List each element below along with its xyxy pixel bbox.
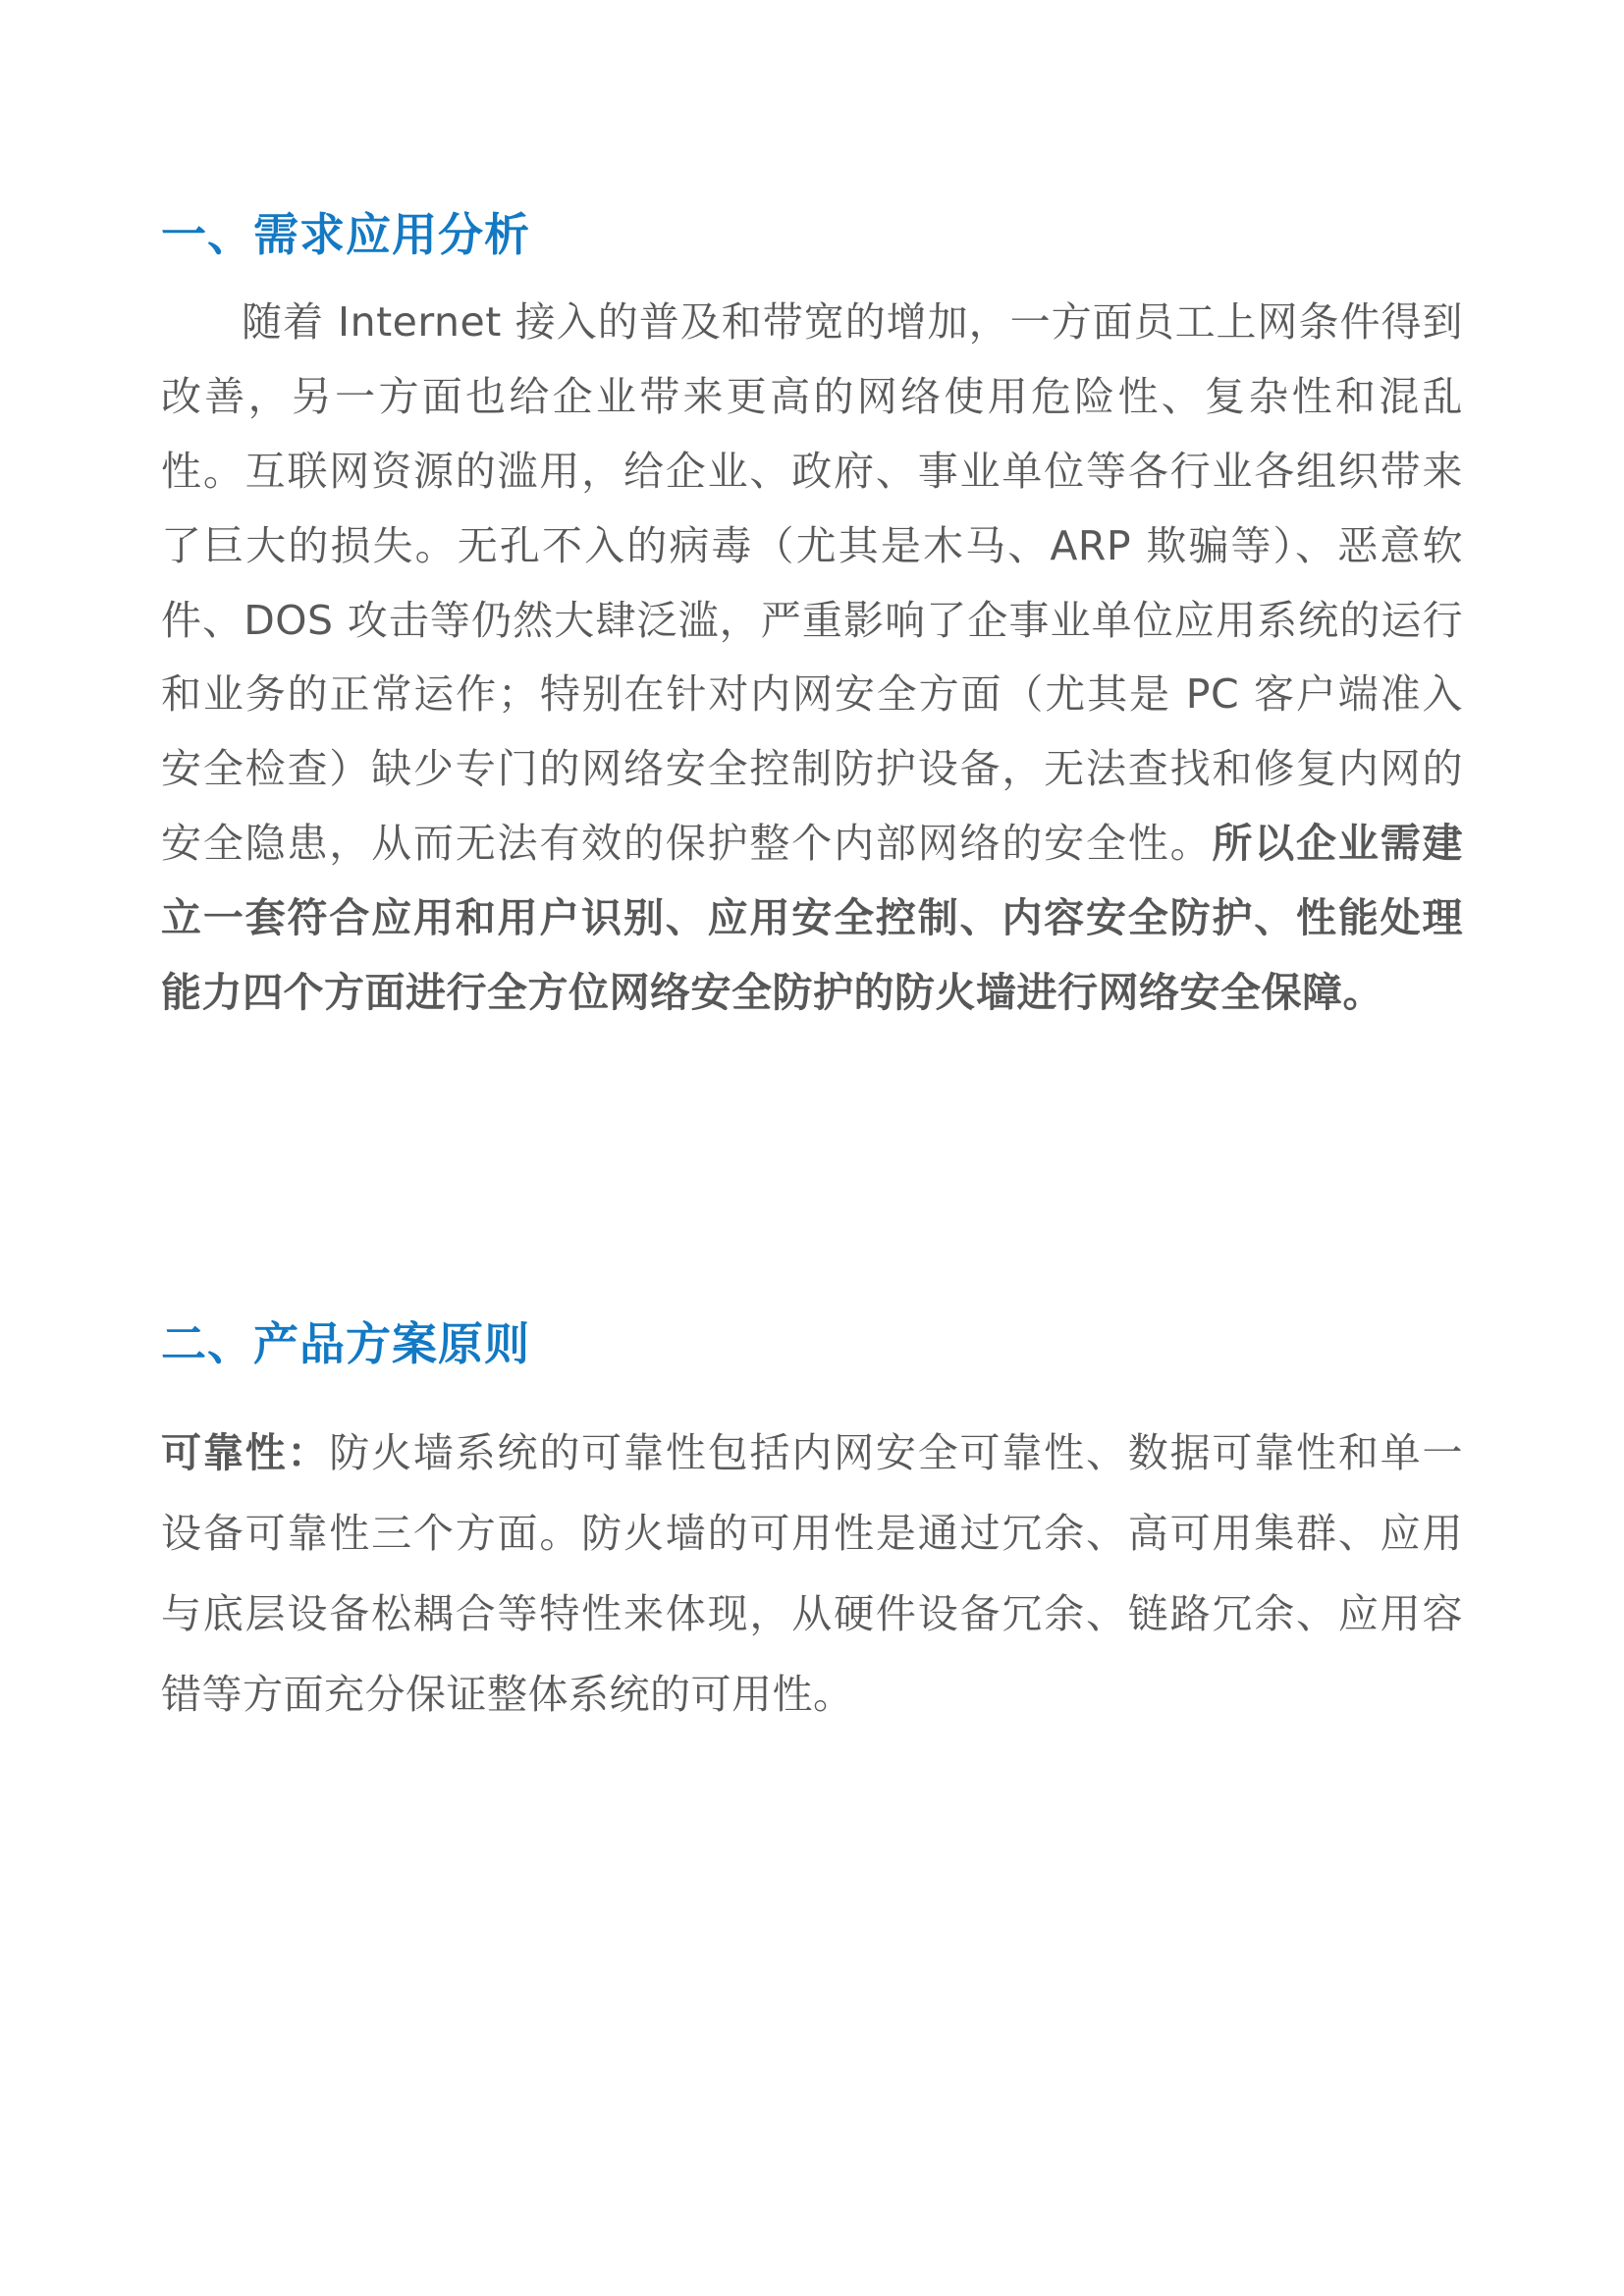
section1-paragraph	[161, 286, 1463, 1030]
section2-paragraph	[161, 1413, 1463, 1735]
section2-paragraph-bold-lead: 可靠性：	[161, 1428, 330, 1476]
section2-paragraph-normal-text: 防火墙系统的可靠性包括内网安全可靠性、数据可靠性和单一设备可靠性三个方面。防火墙的可用性是通过冗余、高可用集群、应用与底层设备松耦合等特性来体现，从硬件设备冗余、链路冗余、应用容错等方面充分保证整体系统的可用性。	[161, 1428, 1464, 1718]
section1-heading: 一、需求应用分析	[161, 208, 530, 261]
section2-heading: 二、产品方案原则	[161, 1316, 530, 1370]
section1-paragraph-bold-text: 所以企业需建立一套符合应用和用户识别、应用安全控制、内容安全防护、性能处理能力四个方面进行全方位网络安全防护的防火墙进行网络安全保障。	[161, 820, 1464, 1016]
section1-paragraph-normal-text: 随着 Internet 接入的普及和带宽的增加，一方面员工上网条件得到改善，另一方面也给企业带来更高的网络使用危险性、复杂性和混乱性。互联网资源的滥用，给企业、政府、事业单位等各行业各组织带来了巨大的损失。无孔不入的病毒（尤其是木马、ARP 欺骗等）、恶意软件、DOS 攻击等仍然大肆泛滥，严重影响了企事业单位应用系统的运行和业务的正常运作；特别在针对内网安全方面（尤其是 PC 客户端准入安全检查）缺少专门的网络安全控制防护设备，无法查找和修复内网的安全隐患，从而无法有效的保护整个内部网络的安全性。	[161, 298, 1463, 868]
